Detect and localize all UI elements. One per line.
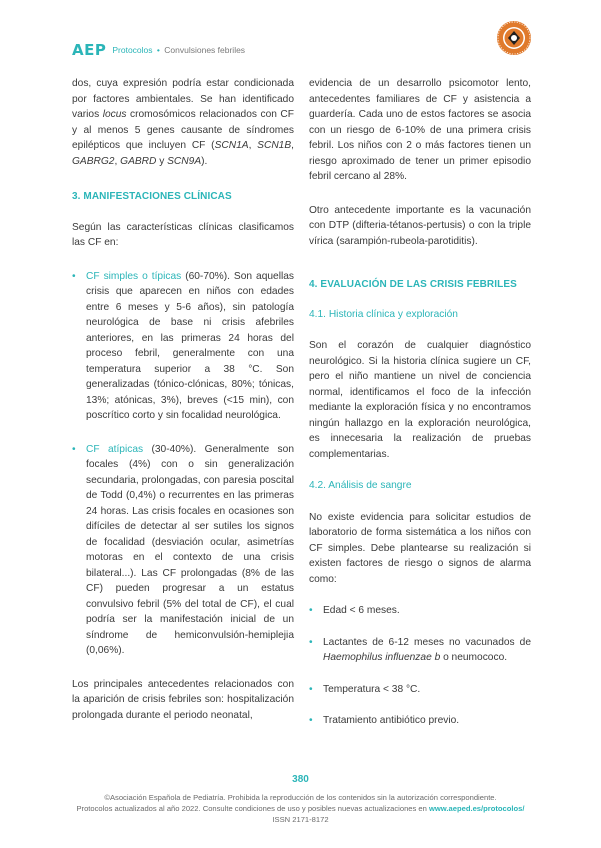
antecedentes-paragraph: Los principales antecedentes relacionados con la aparición de crisis febriles son: hospitalización prolongada durante el periodo neonatal, [72,678,294,721]
left-column [72,76,294,723]
intro-paragraph: dos, cuya expresión podría estar condicionada por factores ambientales. Se han identificado varios locus cromosómicos relacionados con CF y al menos 5 genes causante de síndromes epilépticos que incluyen CF (SCN1A, SCN1B, GABRG2, GABRD y SCN9A). [72,78,294,167]
breadcrumb-separator: • [156,45,160,55]
section-4-heading: 4. EVALUACIÓN DE LAS CRISIS FEBRILES [309,279,517,290]
aep-logo: AEP [72,41,107,59]
list-item-cf-atipicas: • CF atípicas (30-40%). Generalmente son focales (4%) con o sin generalización secundaria, prolongadas, con paresia poscital de Todd (0,4%) o recurrentes en las primeras 24 horas. Las crisis focales en ocasiones son difíciles de detectar al ser sutiles los signos de focalidad (desviación ocular, asimetrías motoras en el contexto de una crisis bilateral...). Las CF prolongadas (8% de las CF) pueden progresar a un estatus convulsivo febril (5% del total de CF), el cual podría ser la manifestación inicial de un síndrome de hemiconvulsión-hemiplejia (0,06%). [72,442,294,659]
subsection-4-1-heading: 4.1. Historia clínica y exploración [309,308,458,320]
list-item-tratamiento: • Tratamiento antibiótico previo. [309,713,531,729]
section-3-heading: 3. MANIFESTACIONES CLÍNICAS [72,191,232,202]
list-item-cf-simples: • CF simples o típicas (60-70%). Son aquellas crisis que aparecen en niños con edades entre 6 meses y 5-6 años), sin patología neurológica de base ni crisis afebriles anteriores, en las primeras 24 horas del proceso febril, generalmente con una temperatura superior a 38 °C. Son generalizadas (tónico-clónicas, 80%; tónicas, 13%; atónicas, 3%), breves (<15 min), con poscrítico corto y sin focalidad neurológica. [72,269,294,424]
breadcrumb-current: Convulsiones febriles [164,45,246,55]
vaccination-paragraph: Otro antecedente importante es la vacunación con DTP (difteria-tétanos-pertusis) o con la triple vírica (sarampión-rubeola-parotiditis). [309,204,531,247]
breadcrumb [112,45,245,55]
section-3-intro: Según las características clínicas clasificamos las CF en: [72,221,294,248]
issn-line: ISSN 2171-8172 [272,815,329,824]
term-cf-atipicas: CF atípicas [86,443,144,455]
list-item-temperatura: • Temperatura < 38 °C. [309,682,531,698]
aep-seal-icon [496,20,532,56]
breadcrumb-protocolos[interactable]: Protocolos [112,45,153,55]
updates-line: Protocolos actualizados al año 2022. Consulte condiciones de uso y posibles nuevas actualizaciones en www.aeped.es/protocolos/ [76,804,525,813]
risk-paragraph: evidencia de un desarrollo psicomotor lento, antecedentes familiares de CF y asistencia a guardería. Cada uno de estos factores se asocia con un riesgo de 6-10% de una primera crisis febril. Los niños con 2 o más factores tienen un riesgo aproximado de tener un primer episodio febril cercano al 28%. [309,78,531,182]
right-column [309,76,531,729]
subsection-4-1-paragraph: Son el corazón de cualquier diagnóstico neurológico. Si la historia clínica sugiere un CF, pero el niño mantiene un nivel de conciencia normal, identificamos el foco de la infección mediante la exploración física y no encontramos ningún hallazgo en la exploración neurológica, es innecesaria la realización de pruebas complementarias. [309,340,531,460]
page-number: 380 [292,774,309,785]
term-cf-simples: CF simples o típicas [86,270,182,282]
page-header [72,40,245,60]
copyright-line: ©Asociación Española de Pediatría. Prohibida la reproducción de los contenidos sin la autorización correspondiente. [104,793,497,802]
protocols-link[interactable]: www.aeped.es/protocolos/ [428,804,525,813]
list-item-edad: • Edad < 6 meses. [309,603,531,619]
list-item-lactantes: • Lactantes de 6-12 meses no vacunados de Haemophilus influenzae b o neumococo. [309,635,531,666]
subsection-4-2-paragraph: No existe evidencia para solicitar estudios de laboratorio de forma sistemática a los niños con CF simples. Debe plantearse su realización si existen factores de riesgo o signos de alarma como: [309,511,531,585]
subsection-4-2-heading: 4.2. Análisis de sangre [309,480,412,491]
